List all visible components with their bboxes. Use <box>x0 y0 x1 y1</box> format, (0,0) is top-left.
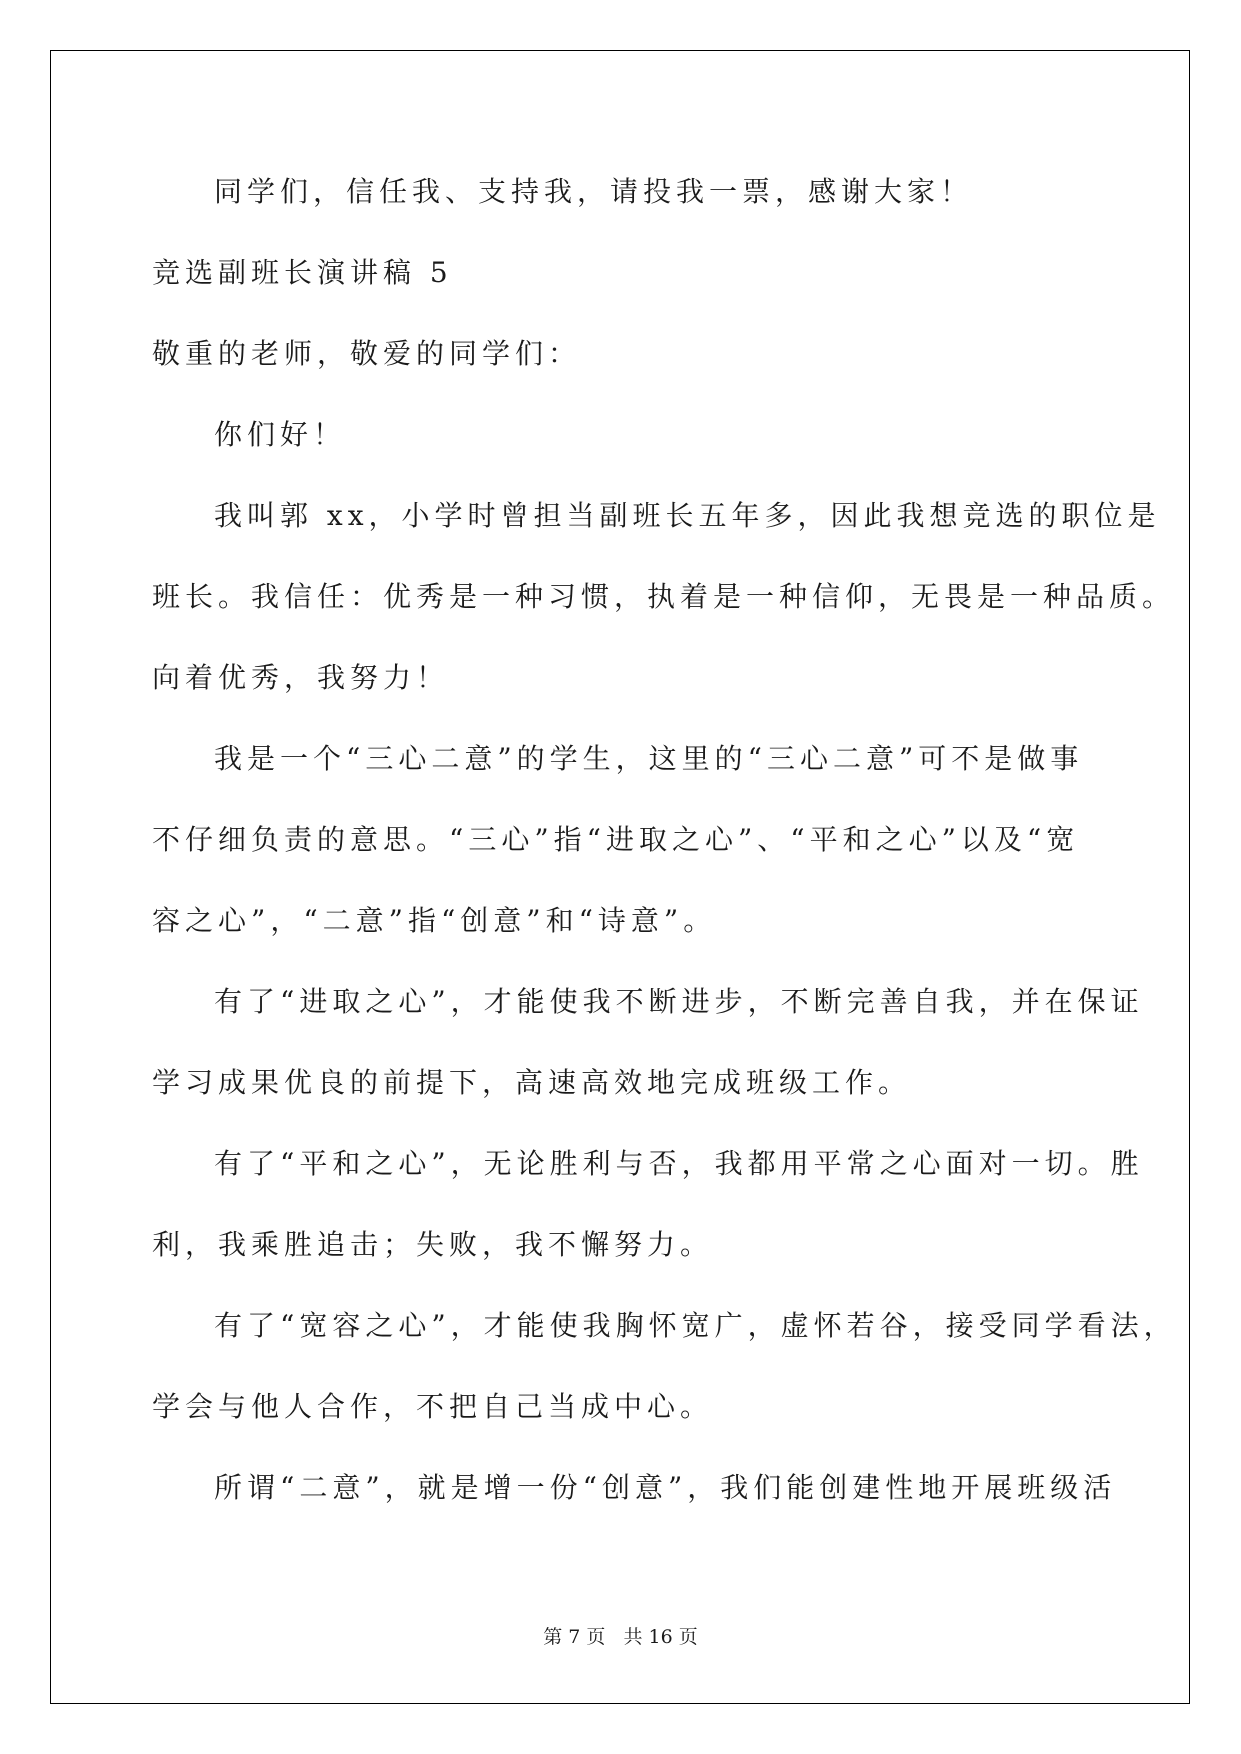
salutation: 敬重的老师，敬爱的同学们： <box>152 337 582 370</box>
paragraph-line: 不仔细负责的意思。“三心”指“进取之心”、“平和之心”以及“宽 <box>152 823 1080 856</box>
greeting: 你们好！ <box>214 418 347 451</box>
paragraph-line: 有了“平和之心”，无论胜利与否，我都用平常之心面对一切。胜 <box>214 1147 1144 1180</box>
paragraph-line: 我是一个“三心二意”的学生，这里的“三心二意”可不是做事 <box>214 742 1084 775</box>
paragraph-line: 学习成果优良的前提下，高速高效地完成班级工作。 <box>152 1066 912 1099</box>
paragraph-line: 班长。我信任：优秀是一种习惯，执着是一种信仰，无畏是一种品质。 <box>152 580 1176 613</box>
paragraph-line: 向着优秀，我努力！ <box>152 661 450 694</box>
paragraph-line: 我叫郭 xx，小学时曾担当副班长五年多，因此我想竞选的职位是 <box>214 499 1161 532</box>
page-number-footer: 第 7 页 共 16 页 <box>543 1626 698 1648</box>
page-border <box>50 50 1190 1704</box>
paragraph-line: 利，我乘胜追击；失败，我不懈努力。 <box>152 1228 714 1261</box>
paragraph-line: 同学们，信任我、支持我，请投我一票，感谢大家！ <box>214 175 974 208</box>
paragraph-line: 学会与他人合作，不把自己当成中心。 <box>152 1390 714 1423</box>
paragraph-line: 容之心”，“二意”指“创意”和“诗意”。 <box>152 904 717 937</box>
paragraph-line: 有了“宽容之心”，才能使我胸怀宽广，虚怀若谷，接受同学看法， <box>214 1309 1177 1342</box>
section-heading: 竞选副班长演讲稿 5 <box>152 256 453 289</box>
paragraph-line: 有了“进取之心”，才能使我不断进步，不断完善自我，并在保证 <box>214 985 1144 1018</box>
paragraph-line: 所谓“二意”，就是增一份“创意”，我们能创建性地开展班级活 <box>214 1471 1117 1504</box>
